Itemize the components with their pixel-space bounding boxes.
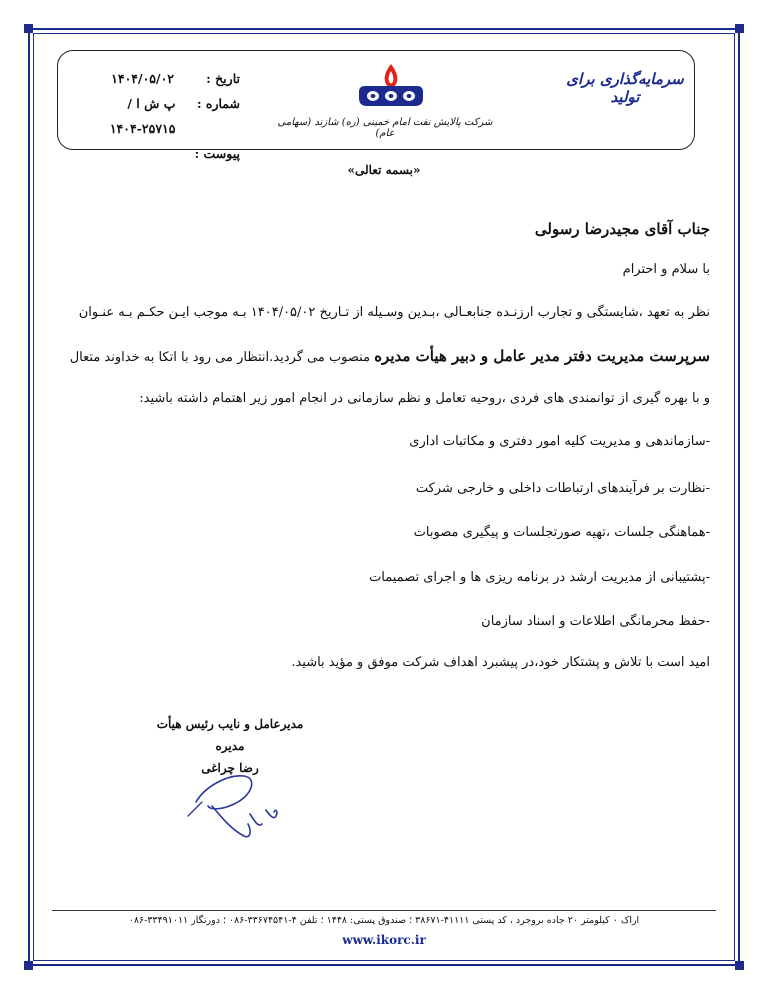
website-link[interactable]: www.ikorc.ir [342,933,426,947]
date-row [60,66,240,91]
number-value: پ ش ا / ۲۵۷۱۵-۱۴۰۴ [109,96,176,136]
date-value: ۱۴۰۴/۰۵/۰۲ [111,71,174,86]
company-name: شرکت پالایش نفت امام خمینی (ره) شازند (سهامی عام) [277,117,493,139]
number-label: شماره : [196,96,240,111]
greeting-line: با سلام و احترام [622,262,710,277]
letter-metadata [60,66,240,166]
recipient-name: جناب آقای مجیدرضا رسولی [534,220,710,238]
slogan-text: سرمایه‌گذاری برای تولید [566,70,684,106]
border-corner [24,24,33,33]
duty-item: -سازماندهی و مدیریت کلیه امور دفتری و مکاتبات اداری [409,434,710,449]
handwritten-signature [178,762,288,844]
body-line-2-rest: منصوب می گردید.انتظار می رود با اتکا به خداوند متعال [69,350,375,365]
footer-address: اراک ۰ کیلومتر ۲۰ جاده بروجرد ، کد پستی ۴۱۱۱۱-۳۸۶۷۱ ؛ صندوق پستی: ۱۴۴۸ ؛ تلفن ۴-۳۳۶۷۴۵۴۱-۰۸۶ ؛ دورنگار ۳۳۴۹۱۰۱۱-۰۸۶ [128,915,640,926]
border-corner [735,24,744,33]
body-line-3: و با بهره گیری از توانمندی های فردی ،روحیه تعامل و نظم سازمانی در انجام امور زیر اهتمام داشته باشید: [139,391,710,406]
duty-item: -نظارت بر فرآیندهای ارتباطات داخلی و خارجی شرکت [415,481,710,496]
duty-item: -هماهنگی جلسات ،تهیه صورتجلسات و پیگیری مصوبات [413,525,710,540]
attachment-label: پیوست : [194,146,240,161]
footer-divider [52,910,716,911]
duty-item: -پشتیبانی از مدیریت ارشد در برنامه ریزی ها و اجرای تصمیمات [369,570,710,585]
border-corner [24,961,33,970]
body-line-2 [60,347,710,365]
border-corner [735,961,744,970]
date-label: تاریخ : [206,71,240,86]
number-row [60,91,240,141]
duty-item: -حفظ محرمانگی اطلاعات و اسناد سازمان [481,614,710,629]
body-line-1: نظر به تعهد ،شایستگی و تجارب ارزنـده جنابعـالی ،بـدین وسـیله از تـاریخ ۱۴۰۴/۰۵/۰۲ بـه موجب ایـن حکـم بـه عنـوان [78,305,710,320]
closing-line: امید است با تلاش و پشتکار خود،در پیشبرد اهداف شرکت موفق و مؤید باشید. [291,655,710,670]
bismillah-heading: «بسمه تعالی» [347,163,421,177]
company-logo [355,62,427,112]
signer-title: مدیرعامل و نایب رئیس هیأت مدیره [156,717,304,753]
position-title: سرپرست مدیریت دفتر مدیر عامل و دبیر هیأت مدیره [374,347,710,365]
signer-name: رضا چراغی [201,761,259,775]
